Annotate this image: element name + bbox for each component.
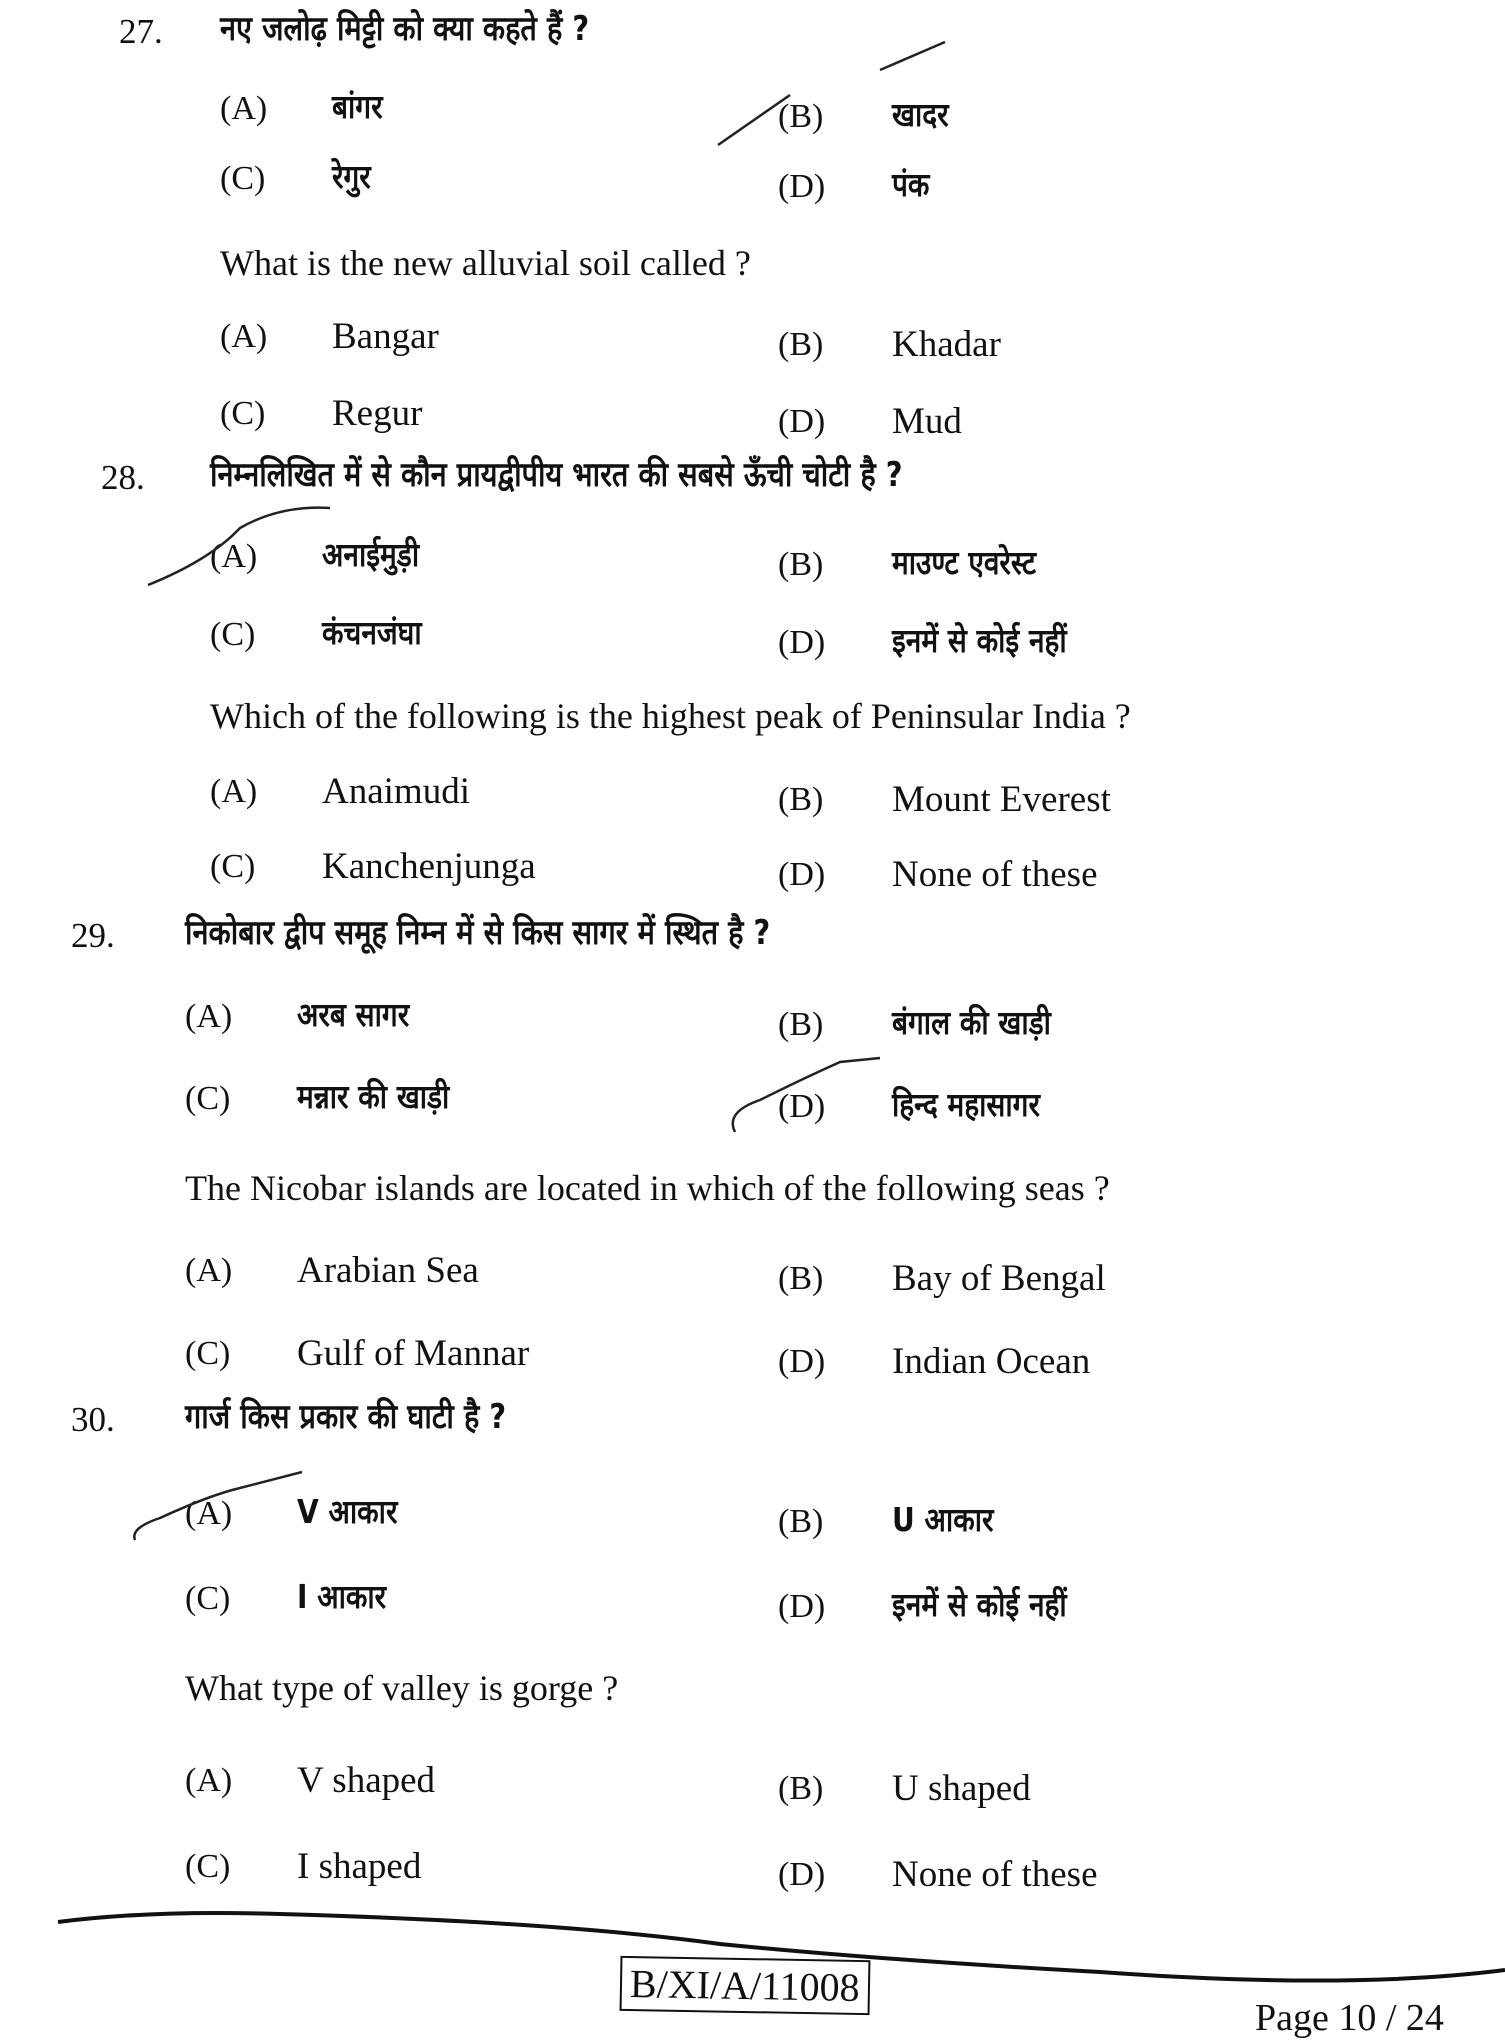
option-label: (A) [220,90,268,127]
option-text-hindi: इनमें से कोई नहीं [892,1585,1067,1624]
option-label: (D) [778,168,826,205]
option-text-hindi: खादर [892,95,949,134]
question-number: 28. [101,458,145,497]
option-text-english: Bay of Bengal [892,1258,1106,1299]
option-text-english: Khadar [892,324,1001,365]
option-label: (B) [778,98,824,135]
option-text-hindi: पंक [892,165,930,204]
option-label: (D) [778,624,826,661]
option-label: (B) [778,326,824,363]
option-text-hindi: रेगुर [332,157,371,196]
option-text-hindi: U आकार [892,1500,994,1539]
option-label: (C) [185,1848,231,1885]
question-text-english: What type of valley is gorge ? [185,1668,619,1708]
option-text-hindi: अरब सागर [297,995,410,1034]
option-text-english: Mud [892,401,962,442]
option-label: (A) [185,1252,233,1289]
question-text-english: Which of the following is the highest peak of Peninsular India ? [210,696,1131,736]
option-text-hindi: मन्नार की खाड़ी [297,1077,450,1116]
option-text-english: None of these [892,854,1098,895]
option-label: (B) [778,1260,824,1297]
question-text-hindi: निकोबार द्वीप समूह निम्न में से किस सागर में स्थित है ? [185,913,771,953]
option-text-hindi: कंचनजंघा [322,613,422,652]
option-label: (B) [778,781,824,818]
option-label: (D) [778,1343,826,1380]
question-text-hindi: गार्ज किस प्रकार की घाटी है ? [185,1397,507,1437]
option-text-english: I shaped [297,1846,422,1887]
option-label: (C) [210,616,256,653]
option-label: (C) [185,1580,231,1617]
option-label: (B) [778,1006,824,1043]
option-text-hindi: V आकार [297,1492,398,1531]
option-label: (C) [220,160,266,197]
question-number: 29. [71,916,115,955]
option-text-english: Gulf of Mannar [297,1333,530,1374]
question-text-english: The Nicobar islands are located in which of the following seas ? [185,1168,1110,1208]
option-label: (D) [778,1088,826,1125]
question-text-hindi: नए जलोढ़ मिट्टी को क्या कहते हैं ? [220,9,590,49]
option-label: (B) [778,546,824,583]
option-text-english: Bangar [332,316,439,357]
option-text-english: Kanchenjunga [322,846,536,887]
option-text-hindi: अनाईमुड़ी [322,535,420,574]
option-text-english: Arabian Sea [297,1250,479,1291]
option-text-english: Regur [332,393,423,434]
option-label: (D) [778,403,826,440]
option-label: (C) [185,1335,231,1372]
tick-mark-q28 [148,508,330,585]
option-text-hindi: माउण्ट एवरेस्ट [892,543,1036,582]
option-label: (D) [778,1856,826,1893]
option-text-hindi: बंगाल की खाड़ी [892,1003,1051,1042]
tick-mark-q29 [733,1058,880,1132]
option-text-hindi: I आकार [297,1577,387,1616]
option-text-english: V shaped [297,1760,436,1801]
option-label: (A) [185,1762,233,1799]
option-label: (A) [185,998,233,1035]
option-label: (C) [210,848,256,885]
option-label: (A) [210,538,258,575]
option-label: (A) [210,773,258,810]
question-text-english: What is the new alluvial soil called ? [220,243,751,283]
option-text-english: Indian Ocean [892,1341,1091,1382]
option-label: (A) [185,1495,233,1532]
question-number: 27. [119,12,163,51]
page-number: Page 10 / 24 [1255,1997,1444,2039]
option-label: (C) [220,395,266,432]
option-text-hindi: इनमें से कोई नहीं [892,621,1067,660]
option-text-english: None of these [892,1854,1098,1895]
option-label: (D) [778,856,826,893]
question-number: 30. [71,1400,115,1439]
option-text-english: U shaped [892,1768,1031,1809]
option-text-english: Anaimudi [322,771,470,812]
option-label: (A) [220,318,268,355]
option-label: (C) [185,1080,231,1117]
option-label: (D) [778,1588,826,1625]
option-label: (B) [778,1770,824,1807]
question-text-hindi: निम्नलिखित में से कौन प्रायद्वीपीय भारत की सबसे ऊँची चोटी है ? [210,455,903,495]
option-text-hindi: बांगर [332,87,383,126]
option-text-english: Mount Everest [892,779,1111,820]
tick-mark-q27 [718,42,945,145]
tick-mark-q30 [134,1472,302,1540]
option-label: (B) [778,1503,824,1540]
option-text-hindi: हिन्द महासागर [892,1085,1040,1124]
paper-code-box: B/XI/A/11008 [620,1956,871,2015]
